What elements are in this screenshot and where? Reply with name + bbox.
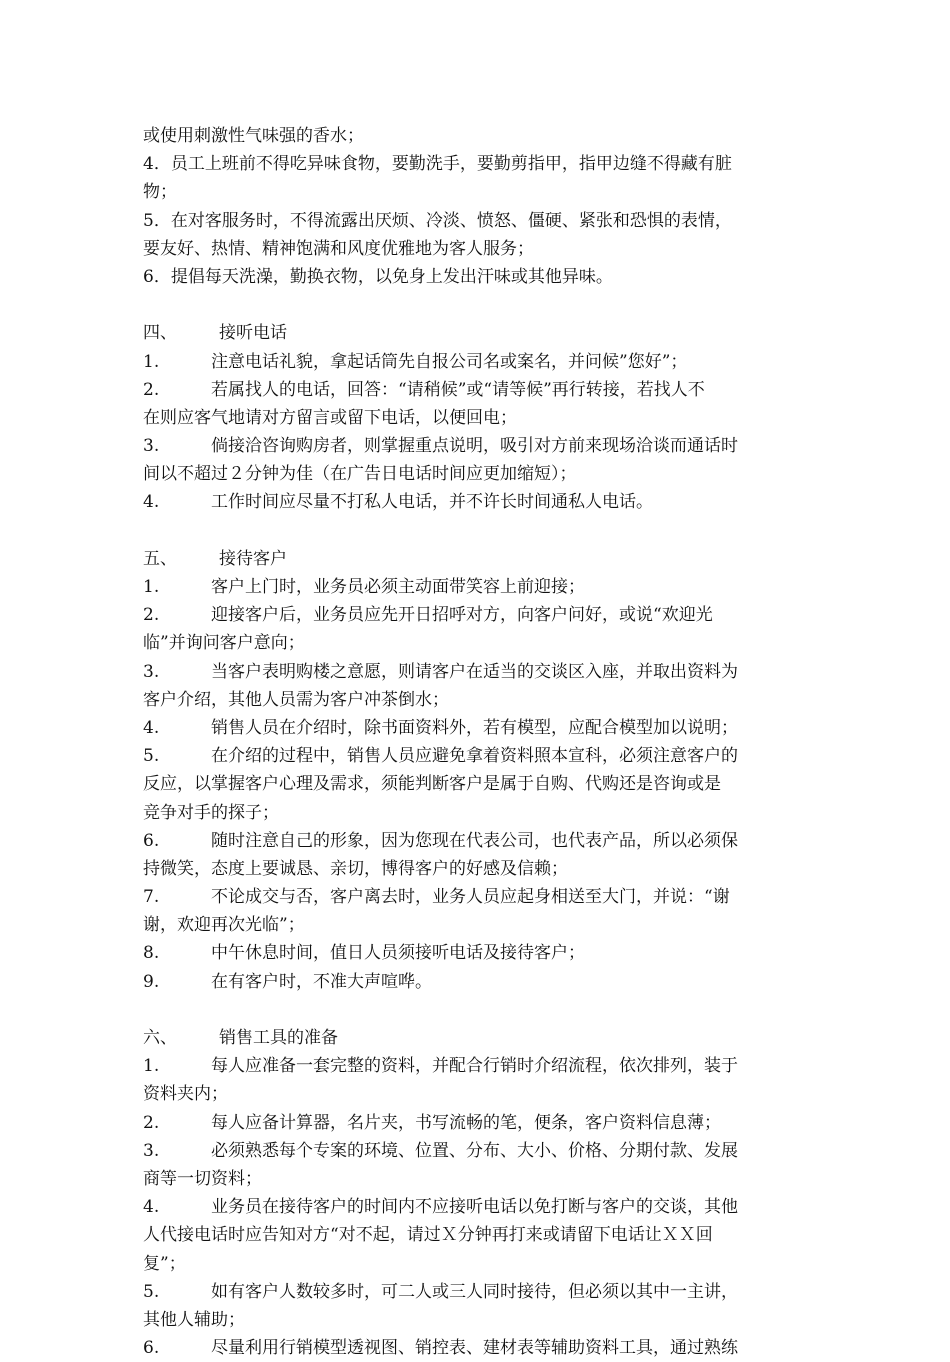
item-number: 9. [143,971,160,992]
item-text: 中午休息时间，值日人员须接听电话及接待客户； [211,943,585,964]
intro-line: 5．在对客服务时，不得流露出厌烦、冷淡、愤怒、僵硬、紧张和恐惧的表情， [143,210,732,231]
list-item [143,1137,808,1165]
item-text: 业务员在接待客户的时间内不应接听电话以免打断与客户的交谈，其他 [211,1197,738,1218]
item-text: 注意电话礼貌，拿起话筒先自报公司名或案名，并问候”您好”； [211,351,688,372]
item-continuation: 反应，以掌握客户心理及需求，须能判断客户是属于自购、代购还是咨询或是 [143,774,721,795]
section-gap [143,996,808,1024]
item-continuation: 商等一切资料； [143,1168,262,1189]
item-text: 当客户表明购楼之意愿，则请客户在适当的交谈区入座，并取出资料为 [211,661,738,682]
item-text: 每人应备计算器，名片夹，书写流畅的笔，便条，客户资料信息薄； [211,1112,721,1133]
list-item [143,939,808,967]
list-item [143,742,808,770]
item-number: 5. [143,1281,160,1302]
item-text: 若属找人的电话，回答：“请稍候”或“请等候”再行转接，若找人不 [211,379,705,400]
item-number: 1. [143,1056,160,1077]
item-number: 4. [143,717,160,738]
intro-block [143,122,808,291]
intro-line: 4．员工上班前不得吃异味食物，要勤洗手，要勤剪指甲，指甲边缝不得藏有脏 [143,154,732,175]
list-item [143,432,808,460]
document-body [143,122,808,1362]
list-item [143,1109,808,1137]
section-title: 接听电话 [219,323,287,344]
list-item [143,1278,808,1306]
item-number: 6. [143,830,160,851]
item-text: 每人应准备一套完整的资料，并配合行销时介绍流程，依次排列，装于 [211,1056,738,1077]
section-number: 四、 [143,323,177,344]
item-text: 迎接客户后，业务员应先开日招呼对方，向客户问好，或说“欢迎光 [211,605,713,626]
list-item [143,968,808,996]
item-text: 倘接洽咨询购房者，则掌握重点说明，吸引对方前来现场洽谈而通话时 [211,436,738,457]
list-item [143,1052,808,1080]
item-continuation: 资料夹内； [143,1084,228,1105]
item-continuation: 在则应客气地请对方留言或留下电话，以便回电； [143,407,517,428]
item-text: 尽量利用行销模型透视图、销控表、建材表等辅助资料工具，通过熟练 [211,1338,738,1359]
item-number: 1. [143,351,160,372]
intro-line: 或使用刺激性气味强的香水； [143,126,364,146]
item-continuation: 临”并询问客户意向； [143,633,305,654]
list-item [143,601,808,629]
section-receive-customers [143,545,808,996]
list-item [143,1193,808,1221]
item-number: 4. [143,492,160,513]
list-item [143,573,808,601]
item-continuation: 持微笑，态度上要诚恳、亲切，博得客户的好感及信赖； [143,858,568,879]
item-text: 随时注意自己的形象，因为您现在代表公司，也代表产品，所以必须保 [211,830,738,851]
section-gap [143,517,808,545]
intro-line: 6．提倡每天洗澡，勤换衣物，以免身上发出汗味或其他异味。 [143,266,613,287]
section-number: 五、 [143,548,177,569]
item-text: 如有客户人数较多时，可二人或三人同时接待，但必须以其中一主讲， [211,1281,738,1302]
item-continuation: 客户介绍，其他人员需为客户冲茶倒水； [143,689,449,710]
item-number: 2. [143,379,160,400]
item-number: 4. [143,1197,160,1218]
item-number: 3. [143,1140,160,1161]
item-text: 客户上门时，业务员必须主动面带笑容上前迎接； [211,577,585,597]
item-number: 6. [143,1338,160,1359]
item-number: 2. [143,605,160,626]
item-continuation: 竞争对手的探子； [143,802,279,823]
item-continuation: 复”； [143,1253,186,1274]
section-answer-phone [143,319,808,516]
section-number: 六、 [143,1028,177,1048]
item-number: 2. [143,1112,160,1133]
intro-line: 要友好、热情、精神饱满和风度优雅地为客人服务； [143,238,534,259]
item-continuation: 间以不超过２分钟为佳（在广告日电话时间应更加缩短）； [143,464,577,485]
item-continuation: 谢，欢迎再次光临”； [143,915,305,936]
section-title: 接待客户 [219,548,287,569]
list-item [143,827,808,855]
section-sales-tools [143,1024,808,1362]
list-item [143,376,808,404]
item-number: 3. [143,661,160,682]
list-item [143,348,808,376]
item-continuation: 其他人辅助； [143,1309,245,1330]
item-text: 必须熟悉每个专案的环境、位置、分布、大小、价格、分期付款、发展 [211,1140,738,1161]
item-text: 工作时间应尽量不打私人电话，并不许长时间通私人电话。 [211,492,653,513]
list-item [143,883,808,911]
item-number: 3. [143,436,160,457]
section-heading [143,1024,808,1052]
item-number: 5. [143,746,160,767]
item-text: 在介绍的过程中，销售人员应避免拿着资料照本宣科，必须注意客户的 [211,746,738,767]
list-item [143,488,808,516]
list-item [143,714,808,742]
section-heading [143,319,808,347]
intro-line: 物； [143,182,177,203]
section-title: 销售工具的准备 [219,1028,338,1048]
section-gap [143,291,808,319]
list-item [143,658,808,686]
item-text: 不论成交与否，客户离去时，业务人员应起身相送至大门，并说：“谢 [211,887,730,908]
item-text: 销售人员在介绍时，除书面资料外，若有模型，应配合模型加以说明； [211,717,738,738]
list-item [143,1334,808,1362]
item-number: 7. [143,887,160,908]
item-text: 在有客户时，不准大声喧哗。 [211,971,432,992]
item-continuation: 人代接电话时应告知对方“对不起，请过Ｘ分钟再打来或请留下电话让ＸＸ回 [143,1225,713,1246]
item-number: 8. [143,943,160,964]
item-number: 1. [143,577,160,597]
section-heading [143,545,808,573]
